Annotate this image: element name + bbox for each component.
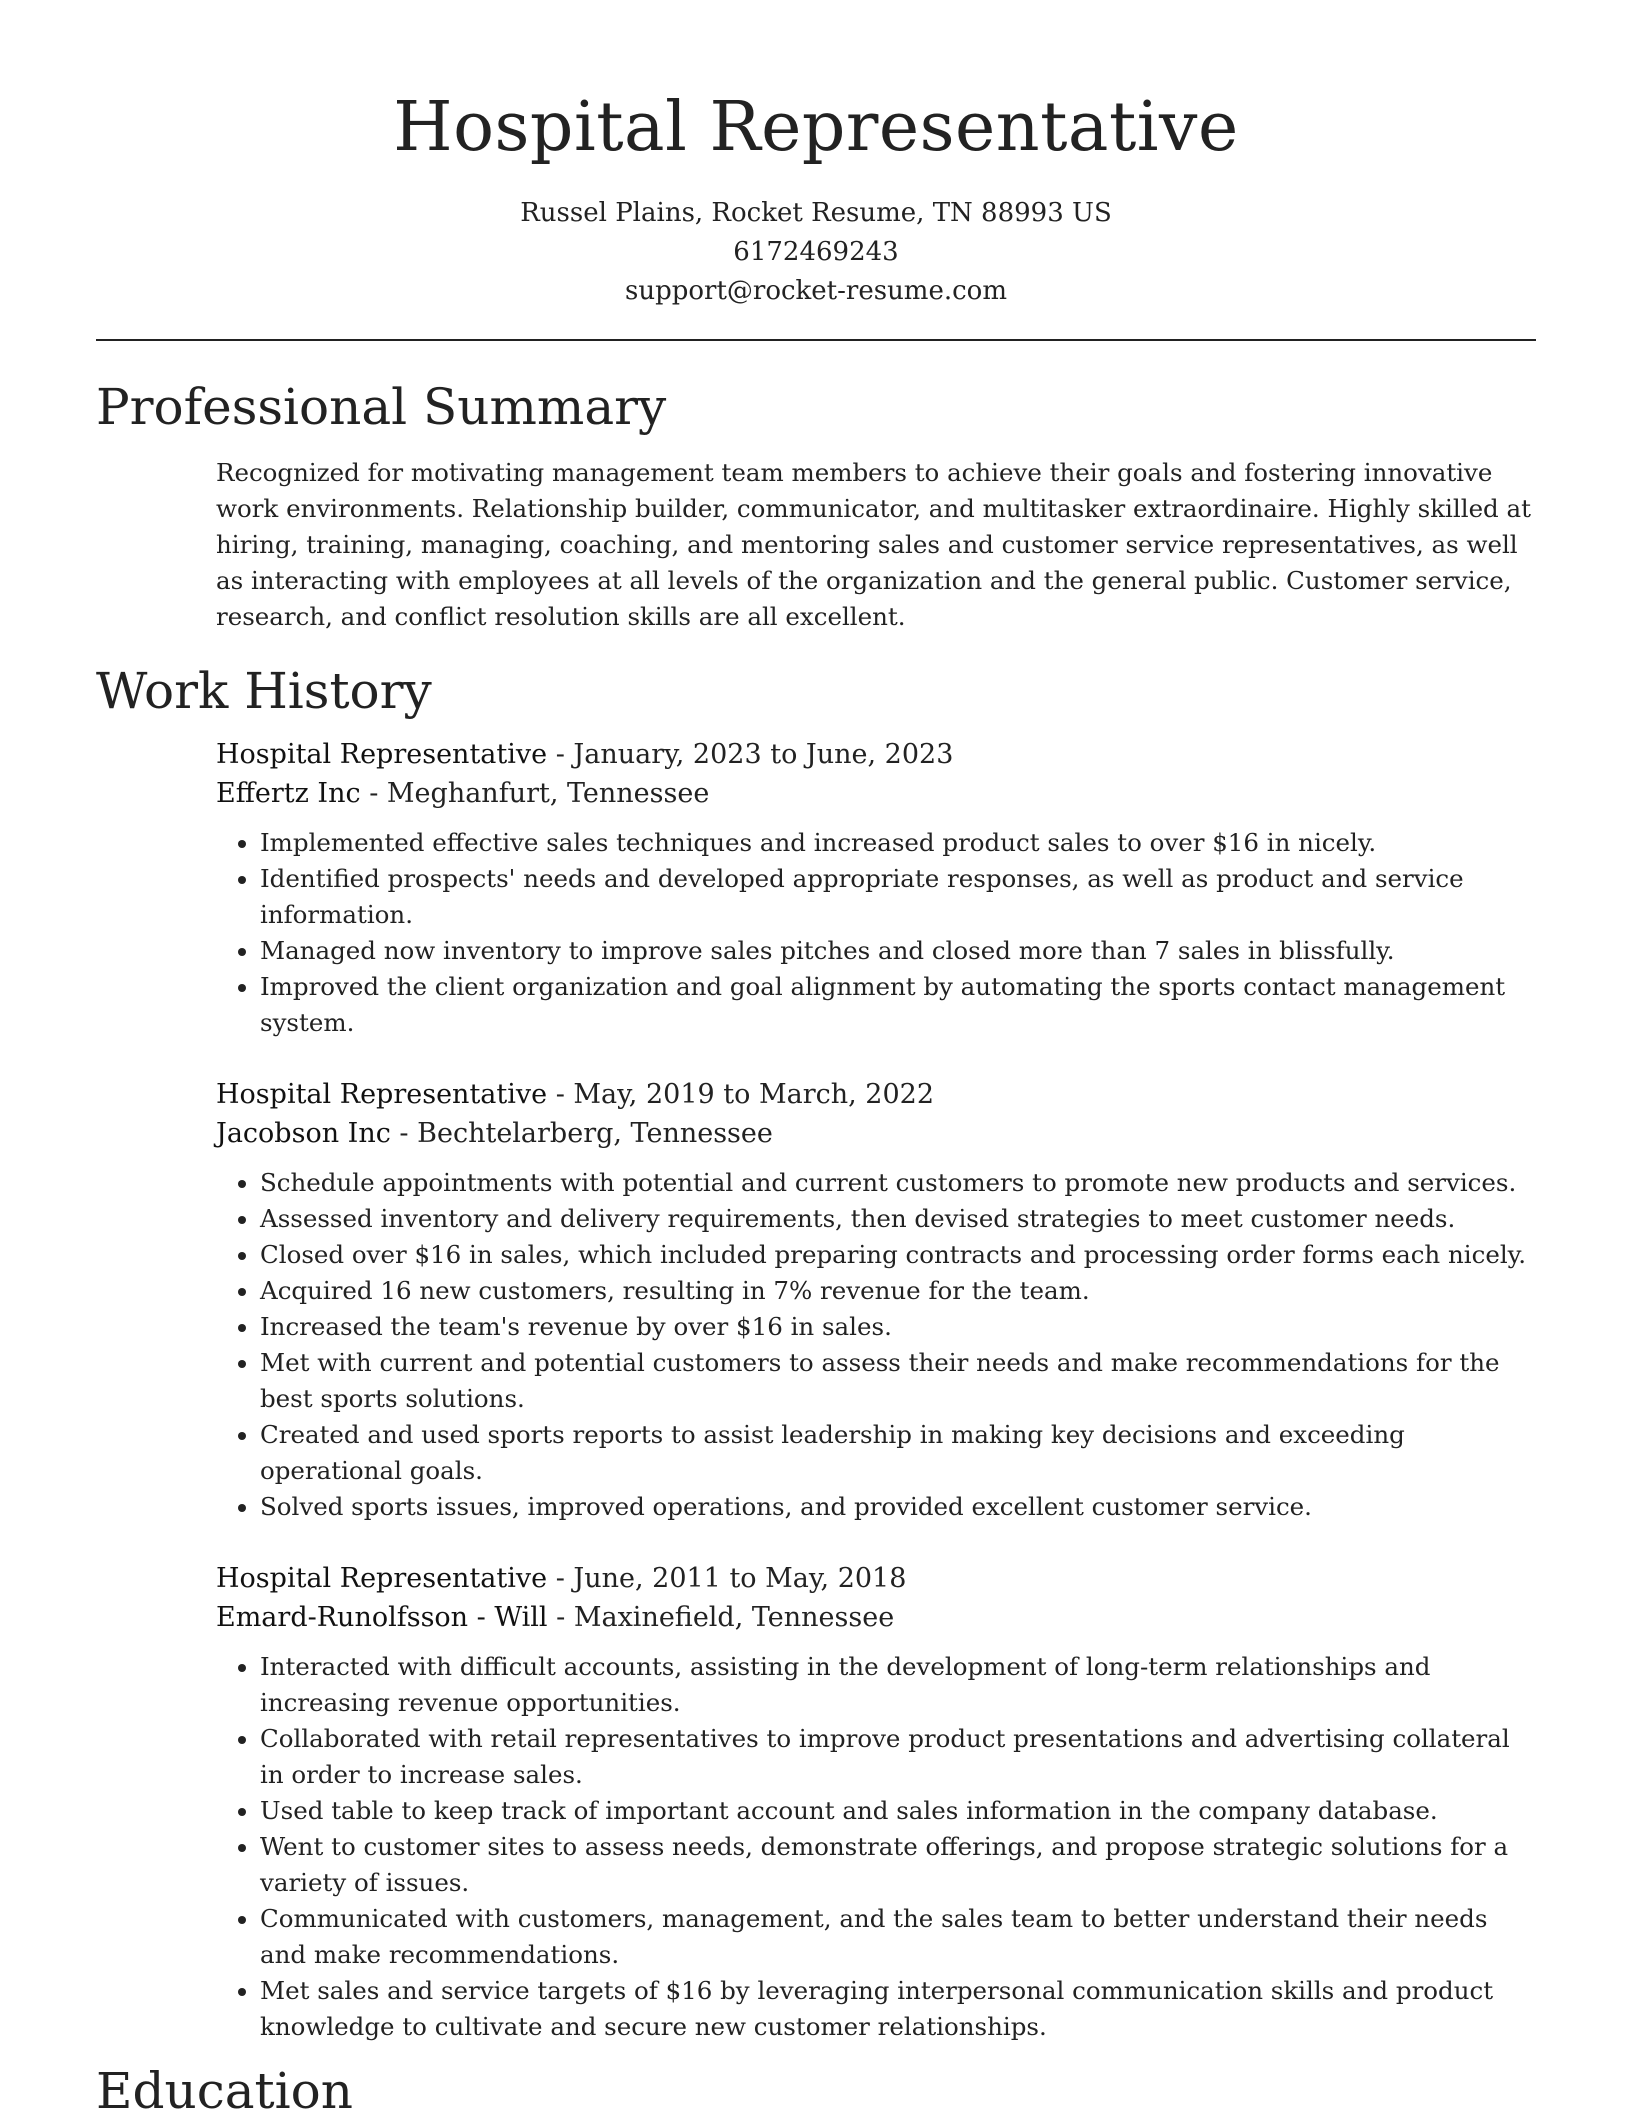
header-divider — [96, 339, 1536, 341]
contact-email: support@rocket-resume.com — [624, 276, 1007, 306]
job-bullet: • Created and used sports reports to assist leadership in making key decisions and exceeding operational goals. — [260, 1417, 1536, 1489]
section-title-summary: Professional Summary — [96, 378, 667, 436]
job-bullet: • Implemented effective sales techniques and increased product sales to over $16 in nicely. — [260, 825, 1536, 861]
job-bullet: • Used table to keep track of important account and sales information in the company database. — [260, 1793, 1536, 1829]
job-bullet: • Communicated with customers, management, and the sales team to better understand their needs and make recommendations. — [260, 1901, 1536, 1973]
resume-page — [96, 0, 1536, 2123]
resume-header — [96, 0, 1536, 311]
job-bullet: • Solved sports issues, improved operations, and provided excellent customer service. — [260, 1489, 1536, 1525]
job-role: Hospital Representative — [216, 1079, 548, 1110]
job-title-line — [216, 1559, 1536, 1598]
job-bullet: • Schedule appointments with potential and current customers to promote new products and services. — [260, 1165, 1536, 1201]
job-company: Jacobson Inc — [216, 1118, 391, 1149]
contact-phone: 6172469243 — [733, 237, 899, 267]
contact-address: Russel Plains, Rocket Resume, TN 88993 US — [520, 198, 1112, 228]
job-entry — [216, 1559, 1536, 2045]
job-location: - Maxinefield, Tennessee — [547, 1602, 895, 1633]
job-bullet: • Closed over $16 in sales, which included preparing contracts and processing order forms each nicely. — [260, 1237, 1536, 1273]
job-bullet: • Went to customer sites to assess needs, demonstrate offerings, and propose strategic solutions for a variety of issues. — [260, 1829, 1536, 1901]
job-bullet: • Met sales and service targets of $16 by leveraging interpersonal communication skills and product knowledge to cultivate and secure new customer relationships. — [260, 1973, 1536, 2045]
job-bullet: • Interacted with difficult accounts, assisting in the development of long-term relationships and increasing revenue opportunities. — [260, 1649, 1536, 1721]
job-bullet: • Improved the client organization and goal alignment by automating the sports contact management system. — [260, 969, 1536, 1041]
job-company: Emard-Runolfsson - Will — [216, 1602, 548, 1633]
job-entry — [216, 1075, 1536, 1525]
section-title-work-history: Work History — [96, 662, 432, 720]
job-location: - Bechtelarberg, Tennessee — [390, 1118, 773, 1149]
job-bullet: • Assessed inventory and delivery requirements, then devised strategies to meet customer needs. — [260, 1201, 1536, 1237]
job-bullets — [216, 825, 1536, 1041]
job-location: - Meghanfurt, Tennessee — [360, 778, 710, 809]
job-bullet: • Identified prospects' needs and developed appropriate responses, as well as product and service information. — [260, 861, 1536, 933]
job-role: Hospital Representative — [216, 1563, 548, 1594]
job-dates: - June, 2011 to May, 2018 — [547, 1563, 907, 1594]
summary-text: Recognized for motivating management team members to achieve their goals and fostering innovative work environments. Relationship builder, communicator, and multitasker extraordinaire. Highly skilled at hiring, training, managing, coaching, and mentoring sales and customer service representatives, as well as interacting with employees at all levels of the organization and the general public. Customer service, research, and conflict resolution skills are all excellent. — [216, 458, 1531, 631]
job-bullet: • Increased the team's revenue by over $16 in sales. — [260, 1309, 1536, 1345]
job-company-line — [216, 774, 1536, 813]
job-dates: - January, 2023 to June, 2023 — [547, 739, 954, 770]
job-entry — [216, 735, 1536, 1041]
job-dates: - May, 2019 to March, 2022 — [547, 1079, 934, 1110]
job-role: Hospital Representative — [216, 739, 548, 770]
job-title-line — [216, 735, 1536, 774]
job-bullets — [216, 1165, 1536, 1525]
section-title-education: Education — [96, 2062, 353, 2120]
job-bullet: • Met with current and potential customers to assess their needs and make recommendations for the best sports solutions. — [260, 1345, 1536, 1417]
job-company-line — [216, 1114, 1536, 1153]
job-bullet: • Managed now inventory to improve sales pitches and closed more than 7 sales in blissfully. — [260, 933, 1536, 969]
job-title-line — [216, 1075, 1536, 1114]
job-company-line — [216, 1598, 1536, 1637]
job-bullets — [216, 1649, 1536, 2045]
job-bullet: • Collaborated with retail representatives to improve product presentations and advertising collateral in order to increase sales. — [260, 1721, 1536, 1793]
candidate-name: Hospital Representative — [393, 88, 1239, 167]
job-company: Effertz Inc — [216, 778, 361, 809]
job-bullet: • Acquired 16 new customers, resulting in 7% revenue for the team. — [260, 1273, 1536, 1309]
